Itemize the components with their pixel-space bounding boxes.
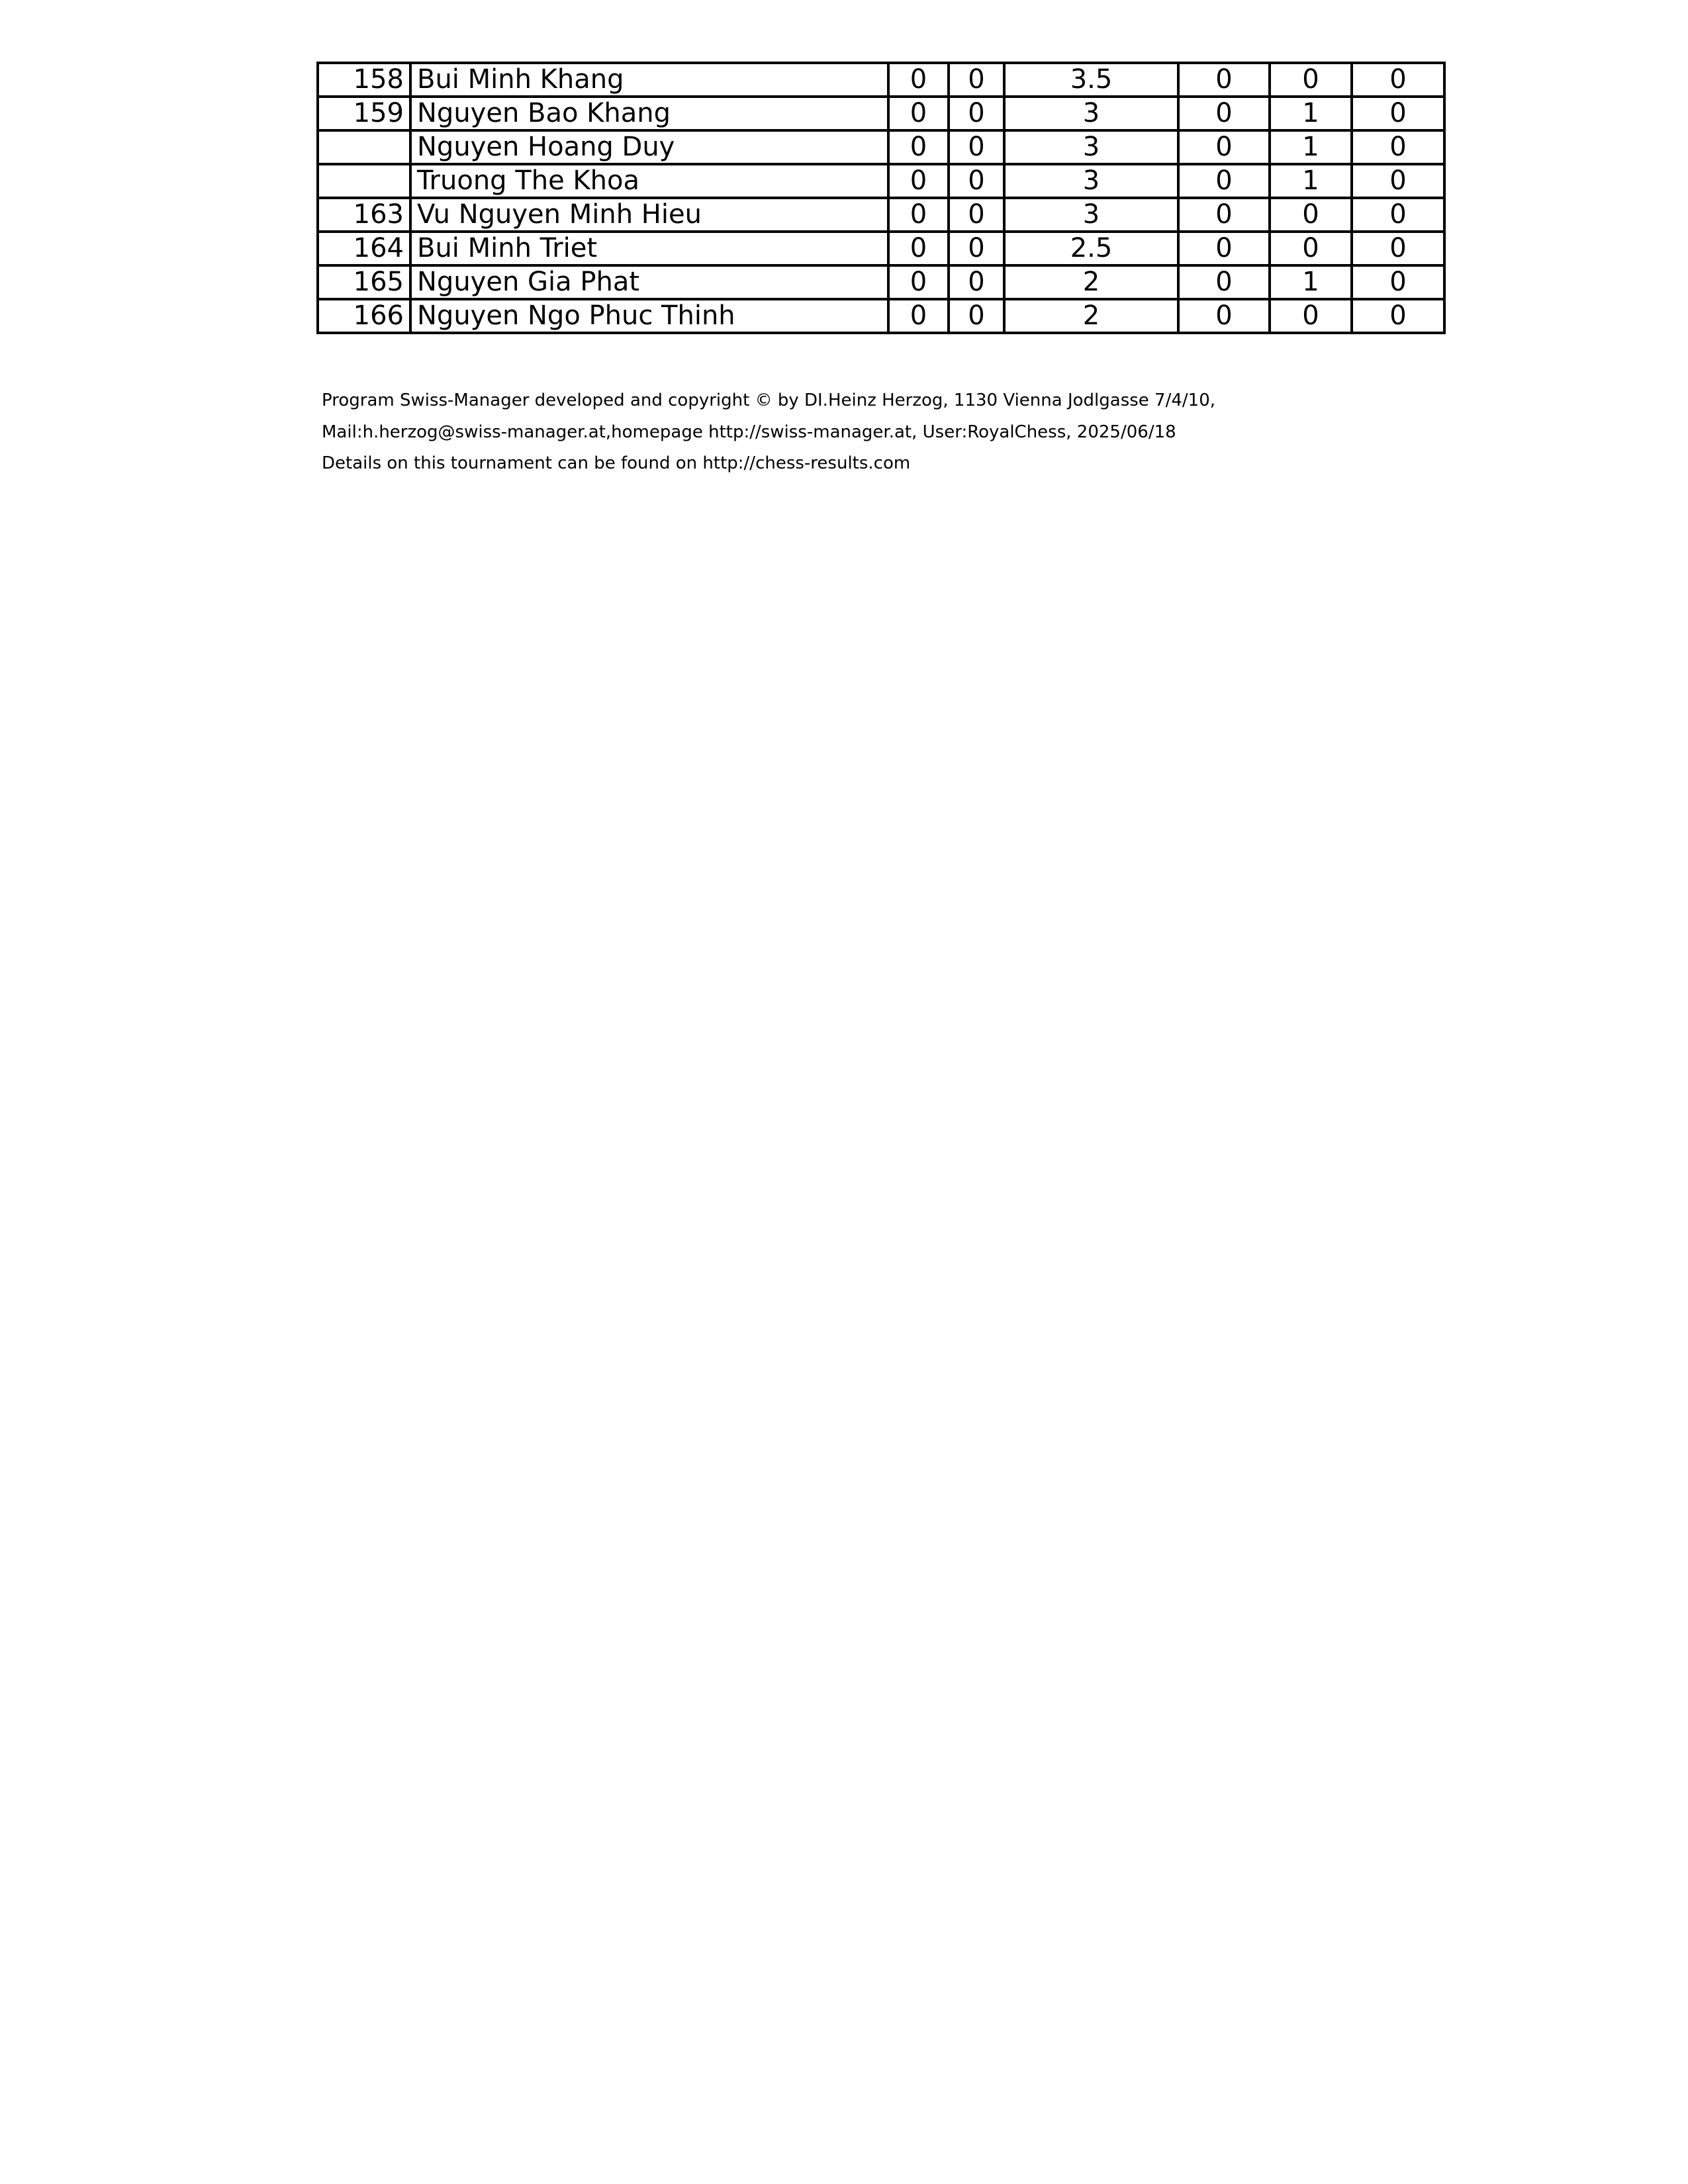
value-cell: 0 (1270, 198, 1352, 232)
player-name-cell: Nguyen Bao Khang (410, 97, 888, 130)
value-cell: 0 (1178, 232, 1270, 265)
table-row (318, 299, 1444, 333)
value-cell: 1 (1270, 164, 1352, 198)
value-cell: 0 (949, 63, 1004, 97)
value-cell: 0 (1178, 299, 1270, 333)
value-cell: 0 (1352, 299, 1444, 333)
value-cell: 0 (1352, 265, 1444, 299)
player-name-cell: Bui Minh Khang (410, 63, 888, 97)
value-cell: 0 (949, 164, 1004, 198)
rank-cell: 166 (318, 299, 410, 333)
value-cell: 0 (888, 232, 949, 265)
value-cell: 0 (1178, 63, 1270, 97)
value-cell: 1 (1270, 130, 1352, 164)
points-cell: 3.5 (1004, 63, 1178, 97)
value-cell: 0 (1352, 97, 1444, 130)
points-cell: 3 (1004, 130, 1178, 164)
value-cell: 0 (949, 97, 1004, 130)
table-row (318, 198, 1444, 232)
rank-cell: 164 (318, 232, 410, 265)
value-cell: 0 (949, 130, 1004, 164)
value-cell: 0 (949, 232, 1004, 265)
rank-cell: 159 (318, 97, 410, 130)
player-name-cell: Nguyen Ngo Phuc Thinh (410, 299, 888, 333)
value-cell: 0 (888, 130, 949, 164)
value-cell: 0 (888, 265, 949, 299)
value-cell: 0 (1270, 232, 1352, 265)
player-name-cell: Truong The Khoa (410, 164, 888, 198)
table-row (318, 63, 1444, 97)
value-cell: 0 (949, 265, 1004, 299)
player-name-cell: Vu Nguyen Minh Hieu (410, 198, 888, 232)
value-cell: 1 (1270, 97, 1352, 130)
rank-cell: 163 (318, 198, 410, 232)
points-cell: 2.5 (1004, 232, 1178, 265)
value-cell: 0 (888, 198, 949, 232)
value-cell: 0 (949, 198, 1004, 232)
value-cell: 0 (1178, 164, 1270, 198)
player-name-cell: Bui Minh Triet (410, 232, 888, 265)
footer-details: Details on this tournament can be found on http://chess-results.com (322, 453, 911, 473)
value-cell: 0 (1352, 63, 1444, 97)
value-cell: 0 (888, 63, 949, 97)
points-cell: 3 (1004, 164, 1178, 198)
value-cell: 0 (1270, 63, 1352, 97)
rank-cell: 165 (318, 265, 410, 299)
value-cell: 0 (888, 164, 949, 198)
value-cell: 0 (1352, 198, 1444, 232)
results-table (316, 62, 1446, 334)
points-cell: 2 (1004, 299, 1178, 333)
value-cell: 0 (1270, 299, 1352, 333)
player-name-cell: Nguyen Hoang Duy (410, 130, 888, 164)
value-cell: 0 (888, 97, 949, 130)
rank-cell: 158 (318, 63, 410, 97)
player-name-cell: Nguyen Gia Phat (410, 265, 888, 299)
points-cell: 2 (1004, 265, 1178, 299)
rank-cell (318, 164, 410, 198)
value-cell: 0 (1178, 97, 1270, 130)
results-body (318, 63, 1444, 333)
value-cell: 0 (1178, 130, 1270, 164)
table-row (318, 130, 1444, 164)
footer-copyright: Program Swiss-Manager developed and copyright © by DI.Heinz Herzog, 1130 Vienna Jodlgasse 7/4/10, (322, 390, 1215, 410)
rank-cell (318, 130, 410, 164)
value-cell: 0 (1178, 265, 1270, 299)
table-row (318, 232, 1444, 265)
points-cell: 3 (1004, 97, 1178, 130)
table-row (318, 265, 1444, 299)
footer-contact: Mail:h.herzog@swiss-manager.at,homepage http://swiss-manager.at, User:RoyalChess, 2025/06/18 (322, 422, 1176, 442)
value-cell: 0 (1178, 198, 1270, 232)
value-cell: 0 (1352, 164, 1444, 198)
points-cell: 3 (1004, 198, 1178, 232)
table-row (318, 97, 1444, 130)
value-cell: 0 (1352, 130, 1444, 164)
table-row (318, 164, 1444, 198)
value-cell: 0 (888, 299, 949, 333)
value-cell: 0 (949, 299, 1004, 333)
value-cell: 0 (1352, 232, 1444, 265)
value-cell: 1 (1270, 265, 1352, 299)
